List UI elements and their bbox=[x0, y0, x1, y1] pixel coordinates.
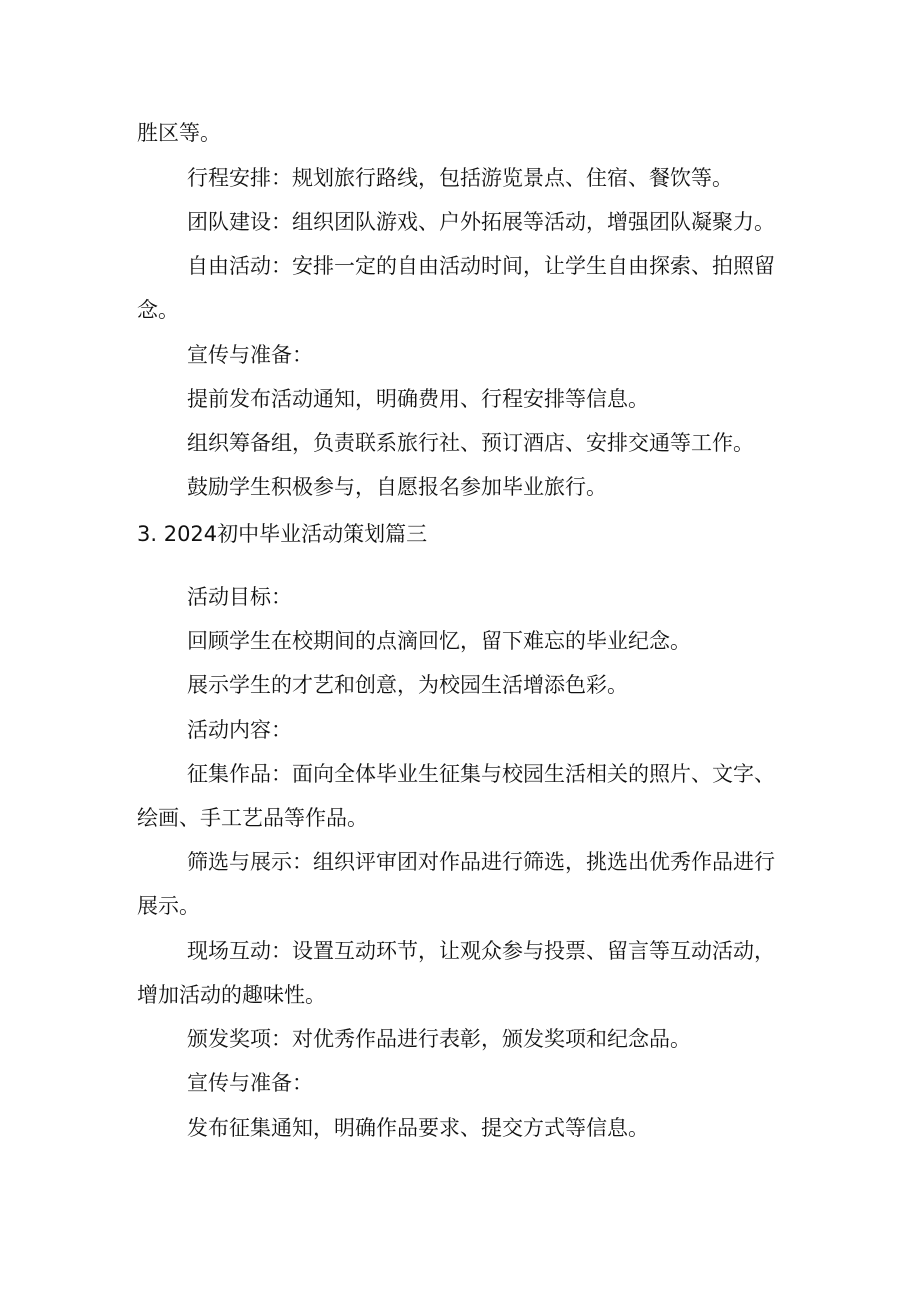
paragraph-line: 现场互动：设置互动环节，让观众参与投票、留言等互动活动， bbox=[187, 939, 775, 963]
section-heading: 3. 2024初中毕业活动策划篇三 bbox=[137, 522, 428, 546]
section-label: 活动内容： bbox=[187, 718, 292, 742]
paragraph-line: 组织筹备组，负责联系旅行社、预订酒店、安排交通等工作。 bbox=[187, 431, 754, 455]
paragraph-line: 绘画、手工艺品等作品。 bbox=[137, 806, 368, 830]
section-label: 宣传与准备： bbox=[187, 343, 313, 367]
paragraph-line: 发布征集通知，明确作品要求、提交方式等信息。 bbox=[187, 1116, 649, 1140]
paragraph-line: 回顾学生在校期间的点滴回忆，留下难忘的毕业纪念。 bbox=[187, 629, 691, 653]
paragraph-line: 自由活动：安排一定的自由活动时间，让学生自由探索、拍照留 bbox=[187, 254, 775, 278]
paragraph-line: 行程安排：规划旅行路线，包括游览景点、住宿、餐饮等。 bbox=[187, 166, 733, 190]
paragraph-line: 展示学生的才艺和创意，为校园生活增添色彩。 bbox=[187, 673, 628, 697]
paragraph-line: 征集作品：面向全体毕业生征集与校园生活相关的照片、文字、 bbox=[187, 762, 775, 786]
paragraph-line: 胜区等。 bbox=[137, 121, 221, 145]
section-label: 活动目标： bbox=[187, 585, 292, 609]
paragraph-line: 颁发奖项：对优秀作品进行表彰，颁发奖项和纪念品。 bbox=[187, 1027, 691, 1051]
paragraph-line: 筛选与展示：组织评审团对作品进行筛选，挑选出优秀作品进行 bbox=[187, 850, 775, 874]
paragraph-line: 鼓励学生积极参与，自愿报名参加毕业旅行。 bbox=[187, 475, 607, 499]
paragraph-line: 团队建设：组织团队游戏、户外拓展等活动，增强团队凝聚力。 bbox=[187, 210, 775, 234]
paragraph-line: 提前发布活动通知，明确费用、行程安排等信息。 bbox=[187, 387, 649, 411]
paragraph-line: 展示。 bbox=[137, 894, 200, 918]
section-label: 宣传与准备： bbox=[187, 1071, 313, 1095]
paragraph-line: 念。 bbox=[137, 298, 179, 322]
paragraph-line: 增加活动的趣味性。 bbox=[137, 983, 326, 1007]
